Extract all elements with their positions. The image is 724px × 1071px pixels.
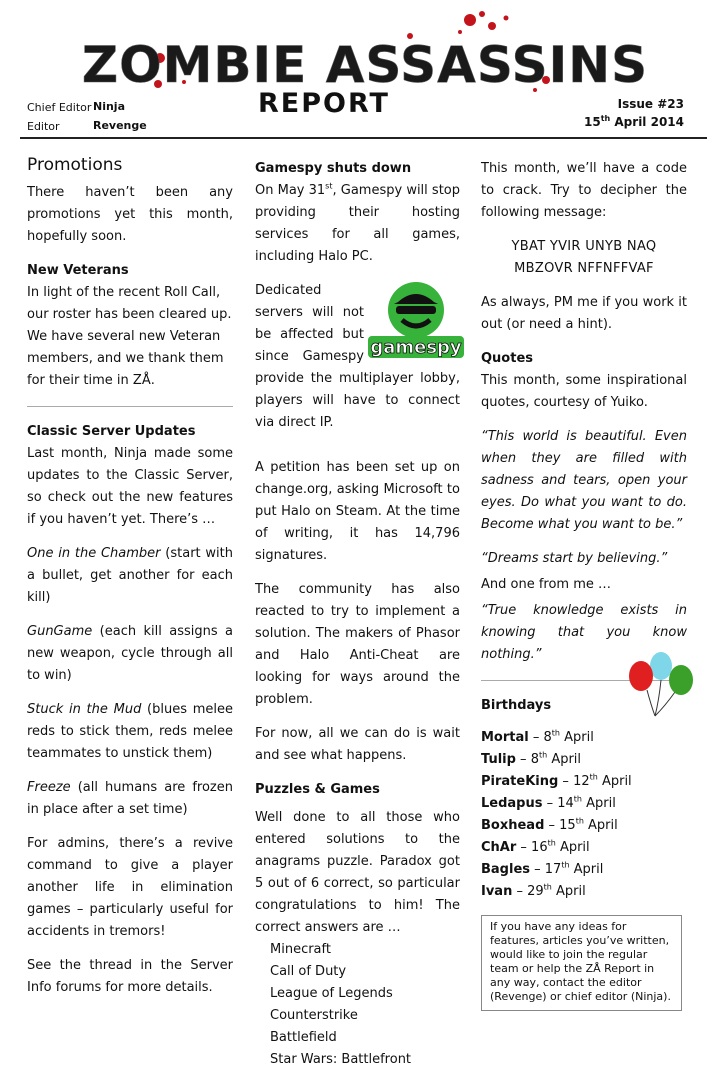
- birthday-name: ChAr: [481, 840, 517, 855]
- mode-name: Stuck in the Mud: [27, 702, 142, 717]
- birthday-name: Bagles: [481, 862, 530, 877]
- list-item: PirateKing – 12th April: [481, 772, 632, 789]
- cipher-line-2: MBZOVR NFFNFFVAF: [514, 261, 654, 276]
- cipher-message: [481, 236, 687, 280]
- gamespy-p1-sup: st: [325, 181, 333, 191]
- birthday-month: April: [547, 752, 582, 767]
- birthday-suffix: th: [575, 816, 584, 826]
- quote-1: [481, 426, 687, 536]
- list-item: Minecraft: [270, 942, 331, 957]
- birthday-suffix: th: [543, 882, 552, 892]
- issue-date: [584, 115, 684, 129]
- mode-desc: (start with a bullet, get another for each kill): [27, 546, 233, 605]
- date-day: 15: [583, 115, 601, 129]
- birthday-name: Boxhead: [481, 818, 545, 833]
- mode-name: GunGame: [27, 624, 93, 639]
- birthday-suffix: th: [573, 794, 583, 804]
- date-suffix: th: [600, 114, 611, 123]
- gamespy-paragraph-2: [255, 280, 460, 434]
- editor-label: Editor: [27, 120, 60, 133]
- list-item: ChAr – 16th April: [481, 838, 590, 855]
- list-item: Tulip – 8th April: [481, 750, 582, 767]
- birthday-day: 17: [544, 862, 562, 877]
- mode-item: [27, 621, 233, 687]
- revive-text: For admins, there’s a revive command to give a player another life in elimination games – particularly useful for accidents in tremors!: [27, 836, 233, 939]
- birthday-name: Mortal: [481, 730, 529, 745]
- editor-name: Revenge: [93, 119, 147, 132]
- birthday-name: Ledapus: [481, 796, 543, 811]
- birthday-suffix: th: [551, 728, 560, 738]
- birthday-day: 12: [573, 774, 590, 789]
- quote-2-text: “Dreams start by believing.”: [481, 551, 668, 566]
- quote-2: [481, 548, 687, 570]
- wait-text: For now, all we can do is wait and see what happens.: [255, 726, 460, 763]
- list-item: Bagles – 17th April: [481, 860, 604, 877]
- puzzles-heading: Puzzles & Games: [255, 782, 380, 797]
- birthday-month: April: [560, 730, 594, 745]
- gamespy-p1-end: , Gamespy will stop providing their hosting services for all games, including Halo PC.: [255, 183, 460, 264]
- list-item: Mortal – 8th April: [481, 728, 594, 745]
- list-item: Call of Duty: [270, 964, 347, 979]
- promotions-heading: Promotions: [27, 155, 123, 175]
- birthday-month: April: [582, 796, 616, 811]
- gamespy-logo-text: gamespy: [370, 337, 462, 358]
- list-item: Boxhead – 15th April: [481, 816, 618, 833]
- gamespy-spy-icon: [368, 280, 464, 360]
- date-rest: April 2014: [610, 115, 684, 129]
- code-intro: This month, we’ll have a code to crack. Try to decipher the following message:: [481, 161, 687, 220]
- birthday-day: 8: [543, 730, 552, 745]
- balloons-icon: [625, 650, 697, 720]
- column-right: [481, 150, 687, 1011]
- birthday-month: April: [555, 840, 590, 855]
- puzzles-text: Well done to all those who entered solutions to the anagrams puzzle. Paradox got 5 out of 6 correct, so particular congratulations to him! The correct answers are …: [255, 810, 460, 935]
- contact-box: If you have any ideas for features, articles you’ve written, would like to join the regular team or help the ZÅ Report in any way, contact the editor (Revenge) or chief editor (Ninja).: [481, 915, 682, 1011]
- chief-editor-label: Chief Editor: [27, 101, 92, 114]
- zombie-assassins-logo: [81, 6, 649, 98]
- birthday-suffix: th: [547, 838, 556, 848]
- section-divider: [27, 406, 233, 407]
- birthday-list: [481, 727, 687, 903]
- gamespy-heading: Gamespy shuts down: [255, 161, 412, 176]
- gamespy-p1-start: On May 31: [255, 183, 326, 198]
- list-item: Ivan – 29th April: [481, 882, 586, 899]
- mode-name: One in the Chamber: [27, 546, 161, 561]
- birthday-month: April: [569, 862, 604, 877]
- editor-line: [27, 119, 147, 134]
- logo-title: ZOMBIE ASSASSINS: [81, 36, 649, 94]
- birthday-suffix: th: [561, 860, 570, 870]
- quote-3-text: “True knowledge exists in knowing that you know nothing.”: [481, 603, 687, 662]
- quotes-intro: This month, some inspirational quotes, courtesy of Yuiko.: [481, 373, 687, 410]
- quote-1-text: “This world is beautiful. Even when they are filled with sadness and tears, open your eyes. Do what you want to do. Become what you want to be.”: [481, 429, 687, 532]
- mode-item: [27, 777, 233, 821]
- veterans-text: In light of the recent Roll Call, our roster has been cleared up. We have several new Veteran members, and we thank them for their time in ZÅ.: [27, 285, 232, 388]
- mode-desc: (blues melee reds to stick them, reds melee teammates to unstick them): [27, 702, 233, 761]
- quote-3-intro: And one from me …: [481, 577, 612, 592]
- issue-number: Issue #23: [617, 97, 684, 111]
- birthday-name: PirateKing: [481, 774, 559, 789]
- birthday-day: 15: [559, 818, 576, 833]
- promotions-text: There haven’t been any promotions yet this month, hopefully soon.: [27, 185, 233, 244]
- list-item: Counterstrike: [270, 1008, 358, 1023]
- column-middle: [255, 150, 460, 1071]
- quotes-heading: Quotes: [481, 351, 534, 366]
- birthday-day: 16: [531, 840, 548, 855]
- cipher-line-1: YBAT YVIR UNYB NAQ: [511, 239, 657, 254]
- header-rule: [20, 137, 707, 139]
- column-left: [27, 150, 233, 1011]
- chief-editor-name: Ninja: [93, 100, 126, 113]
- birthdays-heading: Birthdays: [481, 698, 552, 713]
- community-text: The community has also reacted to try to implement a solution. The makers of Phasor and Halo Anti-Cheat are looking for ways around the problem.: [255, 582, 460, 707]
- classic-heading: Classic Server Updates: [27, 424, 196, 439]
- birthday-day: 14: [557, 796, 574, 811]
- mode-item: [27, 699, 233, 765]
- gamespy-p2-text: Dedicated servers will not be affected but since Gamespy provide the multiplayer lobby, players will have to connect via direct IP.: [255, 283, 460, 430]
- birthday-month: April: [551, 884, 586, 899]
- classic-text: Last month, Ninja made some updates to the Classic Server, so check out the new features if you haven’t yet. There’s …: [27, 446, 233, 527]
- birthday-day: 29: [527, 884, 544, 899]
- list-item: Battlefield: [270, 1030, 337, 1045]
- mode-item: [27, 543, 233, 609]
- birthday-name: Tulip: [481, 752, 516, 767]
- list-item: League of Legends: [270, 986, 393, 1001]
- petition-text: A petition has been set up on change.org, asking Microsoft to put Halo on Steam. At the time of writing, it has 14,796 signatures.: [255, 460, 460, 563]
- birthday-month: April: [583, 818, 618, 833]
- chief-editor-line: [27, 100, 126, 115]
- mode-desc: (each kill assigns a new weapon, cycle through all to win): [27, 624, 233, 683]
- birthday-day: 8: [530, 752, 539, 767]
- mode-name: Freeze: [27, 780, 71, 795]
- list-item: Star Wars: Battlefront: [270, 1052, 412, 1067]
- veterans-heading: New Veterans: [27, 263, 129, 278]
- thread-text: See the thread in the Server Info forums for more details.: [27, 958, 233, 995]
- birthday-name: Ivan: [481, 884, 513, 899]
- gamespy-paragraph-1: [255, 180, 460, 268]
- report-subtitle: REPORT: [258, 88, 390, 119]
- list-item: Ledapus – 14th April: [481, 794, 616, 811]
- answers-list: [270, 939, 460, 1071]
- birthday-month: April: [597, 774, 632, 789]
- birthday-suffix: th: [589, 772, 598, 782]
- mode-desc: (all humans are frozen in place after a set time): [27, 780, 233, 817]
- birthday-suffix: th: [538, 750, 548, 760]
- gamespy-logo: [368, 280, 464, 368]
- pm-text: As always, PM me if you work it out (or need a hint).: [481, 295, 687, 332]
